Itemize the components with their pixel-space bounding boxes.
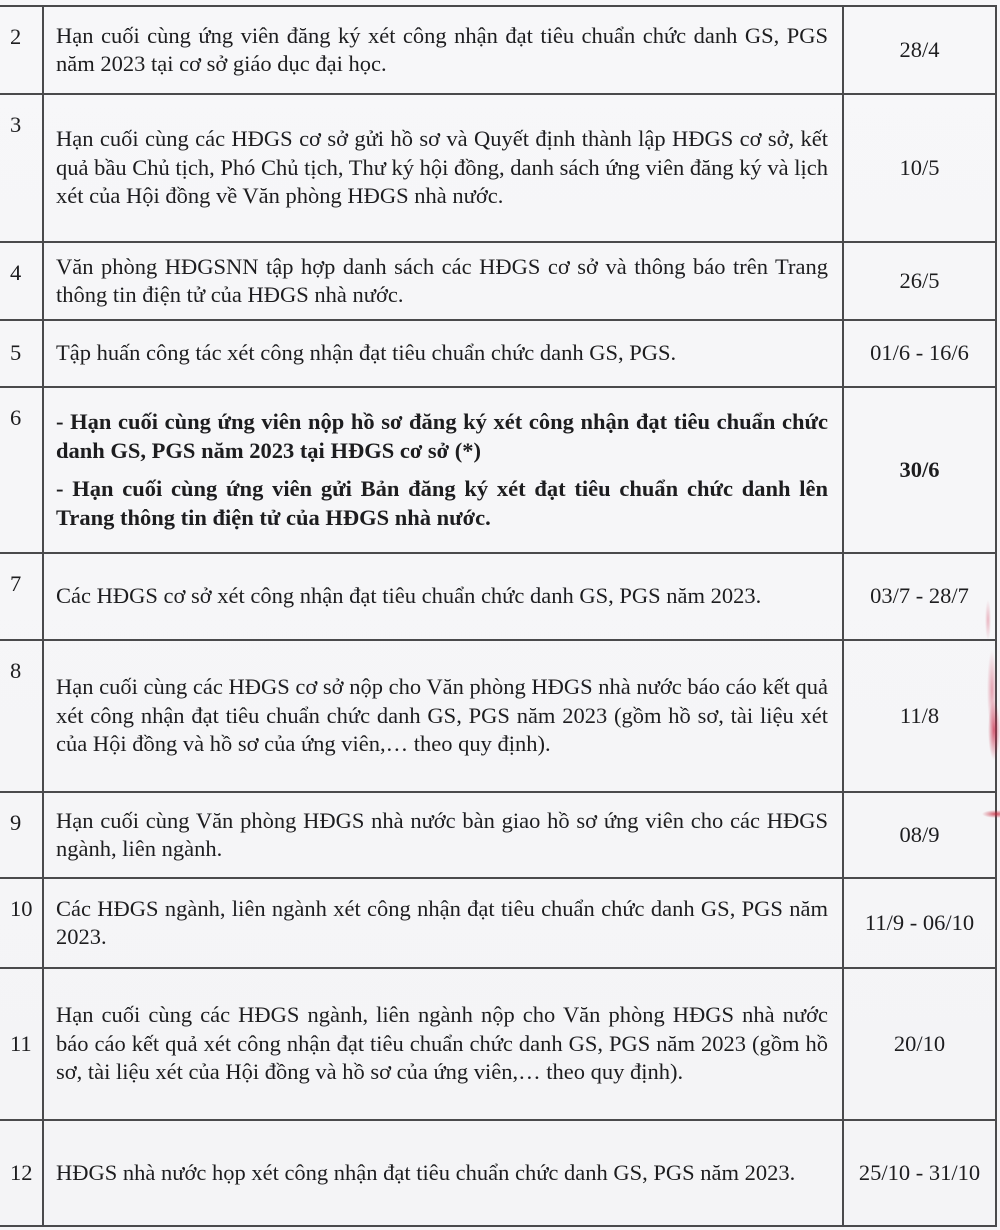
description-text: Hạn cuối cùng Văn phòng HĐGS nhà nước bàn giao hồ sơ ứng viên cho các HĐGS ngành, liên ngành. [56,807,828,861]
row-number: 10 [0,878,43,968]
description-text: Hạn cuối cùng các HĐGS ngành, liên ngành nộp cho Văn phòng HĐGS nhà nước báo cáo kết quả xét công nhận đạt tiêu chuẩn chức danh GS, PGS năm 2023 (gồm hồ sơ, tài liệu xét của Hội đồng và hồ sơ của ứng viên,… theo quy định). [56,1002,828,1085]
description-text: HĐGS nhà nước họp xét công nhận đạt tiêu chuẩn chức danh GS, PGS năm 2023. [56,1159,796,1185]
table-row [0,1120,996,1226]
row-date: 11/8 [843,640,996,792]
row-date: 25/10 - 31/10 [843,1120,996,1226]
description-text: - Hạn cuối cùng ứng viên nộp hồ sơ đăng ký xét công nhận đạt tiêu chuẩn chức danh GS, PGS năm 2023 tại HĐGS cơ sở (*) [56,409,828,463]
row-number: 3 [0,94,43,242]
row-date: 01/6 - 16/6 [843,320,996,387]
row-description [43,387,843,553]
row-number: 9 [0,792,43,878]
row-date: 20/10 [843,968,996,1120]
row-date: 08/9 [843,792,996,878]
row-description [43,640,843,792]
row-date: 26/5 [843,242,996,320]
table-row [0,387,996,553]
row-date: 03/7 - 28/7 [843,553,996,640]
row-description [43,94,843,242]
row-number: 8 [0,640,43,792]
description-text: Các HĐGS ngành, liên ngành xét công nhận đạt tiêu chuẩn chức danh GS, PGS năm 2023. [56,895,828,949]
description-text: Hạn cuối cùng ứng viên đăng ký xét công nhận đạt tiêu chuẩn chức danh GS, PGS năm 2023 tại cơ sở giáo dục đại học. [56,22,828,76]
table-row [0,878,996,968]
schedule-table [0,5,997,1227]
row-description [43,968,843,1120]
row-date: 28/4 [843,6,996,94]
table-row [0,6,996,94]
row-description [43,6,843,94]
description-text: Hạn cuối cùng các HĐGS cơ sở gửi hồ sơ và Quyết định thành lập HĐGS cơ sở, kết quả bầu Chủ tịch, Phó Chủ tịch, Thư ký hội đồng, danh sách ứng viên đăng ký và lịch xét của Hội đồng về Văn phòng HĐGS nhà nước. [56,126,828,209]
row-number: 11 [0,968,43,1120]
row-description [43,320,843,387]
description-text: Văn phòng HĐGSNN tập hợp danh sách các HĐGS cơ sở và thông báo trên Trang thông tin điện tử của HĐGS nhà nước. [56,253,828,307]
row-date: 30/6 [843,387,996,553]
table-row [0,640,996,792]
table-row [0,94,996,242]
table-row [0,553,996,640]
row-number: 5 [0,320,43,387]
table-row [0,320,996,387]
row-description [43,242,843,320]
row-date: 10/5 [843,94,996,242]
table-row [0,792,996,878]
row-number: 7 [0,553,43,640]
table-row [0,242,996,320]
row-number: 6 [0,387,43,553]
row-description [43,792,843,878]
row-description [43,878,843,968]
description-text: Các HĐGS cơ sở xét công nhận đạt tiêu chuẩn chức danh GS, PGS năm 2023. [56,583,762,609]
description-text: Hạn cuối cùng các HĐGS cơ sở nộp cho Văn phòng HĐGS nhà nước báo cáo kết quả xét công nhận đạt tiêu chuẩn chức danh GS, PGS năm 2023 (gồm hồ sơ, tài liệu xét của Hội đồng và hồ sơ của ứng viên,… theo quy định). [56,674,828,757]
row-date: 11/9 - 06/10 [843,878,996,968]
row-number: 4 [0,242,43,320]
row-number: 2 [0,6,43,94]
description-text: - Hạn cuối cùng ứng viên gửi Bản đăng ký xét đạt tiêu chuẩn chức danh lên Trang thông tin điện tử của HĐGS nhà nước. [56,476,828,530]
row-number: 12 [0,1120,43,1226]
row-description [43,1120,843,1226]
row-description [43,553,843,640]
table-row [0,968,996,1120]
description-text: Tập huấn công tác xét công nhận đạt tiêu chuẩn chức danh GS, PGS. [56,340,677,366]
